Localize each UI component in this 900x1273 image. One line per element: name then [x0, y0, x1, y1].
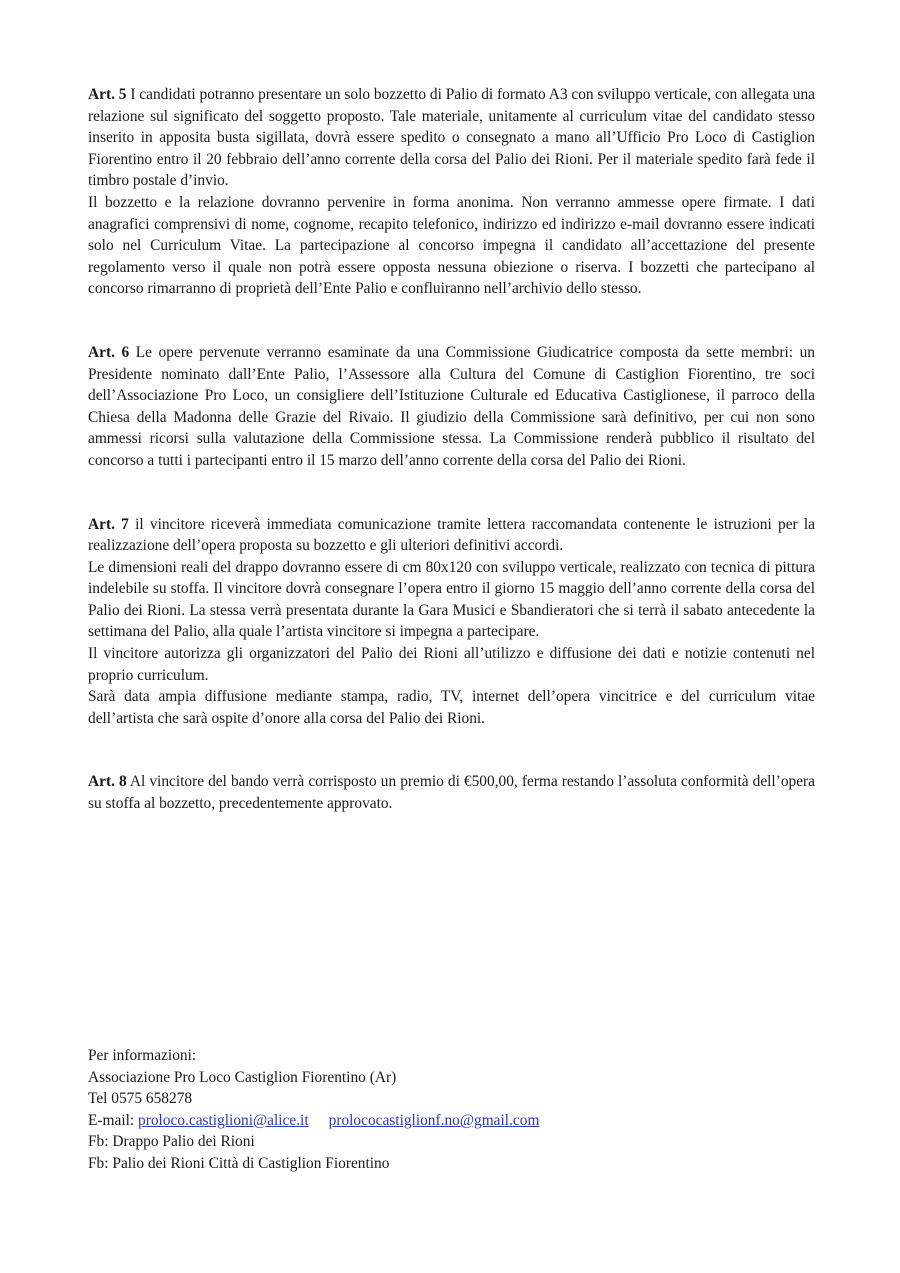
article-7 — [88, 514, 815, 730]
article-5-text-1: I candidati potranno presentare un solo bozzetto di Palio di formato A3 con sviluppo verticale, con allegata una relazione sul significato del soggetto proposto. Tale materiale, unitamente al curriculum vitae del candidato stesso inserito in apposita busta sigillata, dovrà essere spedito o consegnato a mano all’Ufficio Pro Loco di Castiglion Fiorentino entro il 20 febbraio dell’anno corrente della corsa del Palio dei Rioni. Per il materiale spedito farà fede il timbro postale d’invio. — [88, 86, 815, 190]
article-7-paragraph-3: Il vincitore autorizza gli organizzatori del Palio dei Rioni all’utilizzo e diffusione dei dati e notizie contenuti nel proprio curriculum. — [88, 645, 815, 684]
facebook-drappo: Fb: Drappo Palio dei Rioni — [88, 1133, 255, 1151]
email-label: E-mail: — [88, 1111, 139, 1129]
contact-email-line — [88, 1110, 815, 1132]
article-7-paragraph-1 — [88, 514, 815, 557]
contact-heading: Per informazioni: — [88, 1047, 197, 1064]
article-6 — [88, 342, 815, 472]
article-5 — [88, 84, 815, 300]
article-8-label: Art. 8 — [88, 773, 127, 791]
article-8-paragraph-1 — [88, 771, 815, 814]
contact-organization: Associazione Pro Loco Castiglion Fiorentino (Ar) — [88, 1068, 397, 1086]
article-8-text-1: Al vincitore del bando verrà corrisposto un premio di €500,00, ferma restando l’assoluta conformità dell’opera su stoffa al bozzetto, precedentemente approvato. — [88, 773, 816, 813]
contact-info — [88, 1045, 815, 1175]
article-6-paragraph-1 — [88, 342, 815, 472]
contact-phone: Tel 0575 658278 — [88, 1090, 193, 1108]
article-7-text-1: il vincitore riceverà immediata comunicazione tramite lettera raccomandata contenente le istruzioni per la realizzazione dell’opera proposta su bozzetto e gli ulteriori definitivi accordi. — [88, 515, 815, 555]
article-6-text-1: Le opere pervenute verranno esaminate da una Commissione Giudicatrice composta da sette membri: un Presidente nominato dall’Ente Palio, l’Assessore alla Cultura del Comune di Castiglion Fiorentino, tre soci dell’Associazione Pro Loco, un consigliere dell’Istituzione Culturale ed Educativa Castiglionese, il parroco della Chiesa della Madonna delle Grazie del Rivaio. Il giudizio della Commissione sarà definitivo, per cui non sono ammessi ricorsi sulla valutazione della Commissione stessa. La Commissione renderà pubblico il risultato del concorso a tutti i partecipanti entro il 15 marzo dell’anno corrente della corsa del Palio dei Rioni. — [88, 343, 815, 469]
regulation-body — [88, 84, 815, 815]
article-7-paragraph-2: Le dimensioni reali del drappo dovranno essere di cm 80x120 con sviluppo verticale, realizzato con tecnica di pittura indelebile su stoffa. Il vincitore dovrà consegnare l’opera entro il giorno 15 maggio dell’anno corrente della corsa del Palio dei Rioni. La stessa verrà presentata durante la Gara Musici e Sbandieratori che si terrà il sabato antecedente la settimana del Palio, alla quale l’artista vincitore si impegna a partecipare. — [88, 558, 815, 641]
article-6-label: Art. 6 — [88, 343, 130, 361]
article-7-label: Art. 7 — [88, 515, 129, 533]
article-5-paragraph-2: Il bozzetto e la relazione dovranno pervenire in forma anonima. Non verranno ammesse opere firmate. I dati anagrafici comprensivi di nome, cognome, recapito telefonico, indirizzo ed indirizzo e-mail dovranno essere indicati solo nel Curriculum Vitae. La partecipazione al concorso impegna il candidato all’accettazione del presente regolamento verso il quale non potrà essere opposta nessuna obiezione o riserva. I bozzetti che partecipano al concorso rimarranno di proprietà dell’Ente Palio e confluiranno nell’archivio dello stesso. — [88, 193, 815, 298]
facebook-palio: Fb: Palio dei Rioni Città di Castiglion Fiorentino — [88, 1154, 390, 1172]
article-5-label: Art. 5 — [88, 86, 127, 103]
article-5-paragraph-1 — [88, 84, 815, 192]
article-8 — [88, 771, 815, 814]
article-7-paragraph-4: Sarà data ampia diffusione mediante stampa, radio, TV, internet dell’opera vincitrice e del curriculum vitae dell’artista che sarà ospite d’onore alla corsa del Palio dei Rioni. — [88, 688, 815, 727]
email-link-alice[interactable]: proloco.castiglioni@alice.it — [138, 1111, 309, 1129]
email-link-gmail[interactable]: prolococastiglionf.no@gmail.com — [328, 1111, 540, 1129]
